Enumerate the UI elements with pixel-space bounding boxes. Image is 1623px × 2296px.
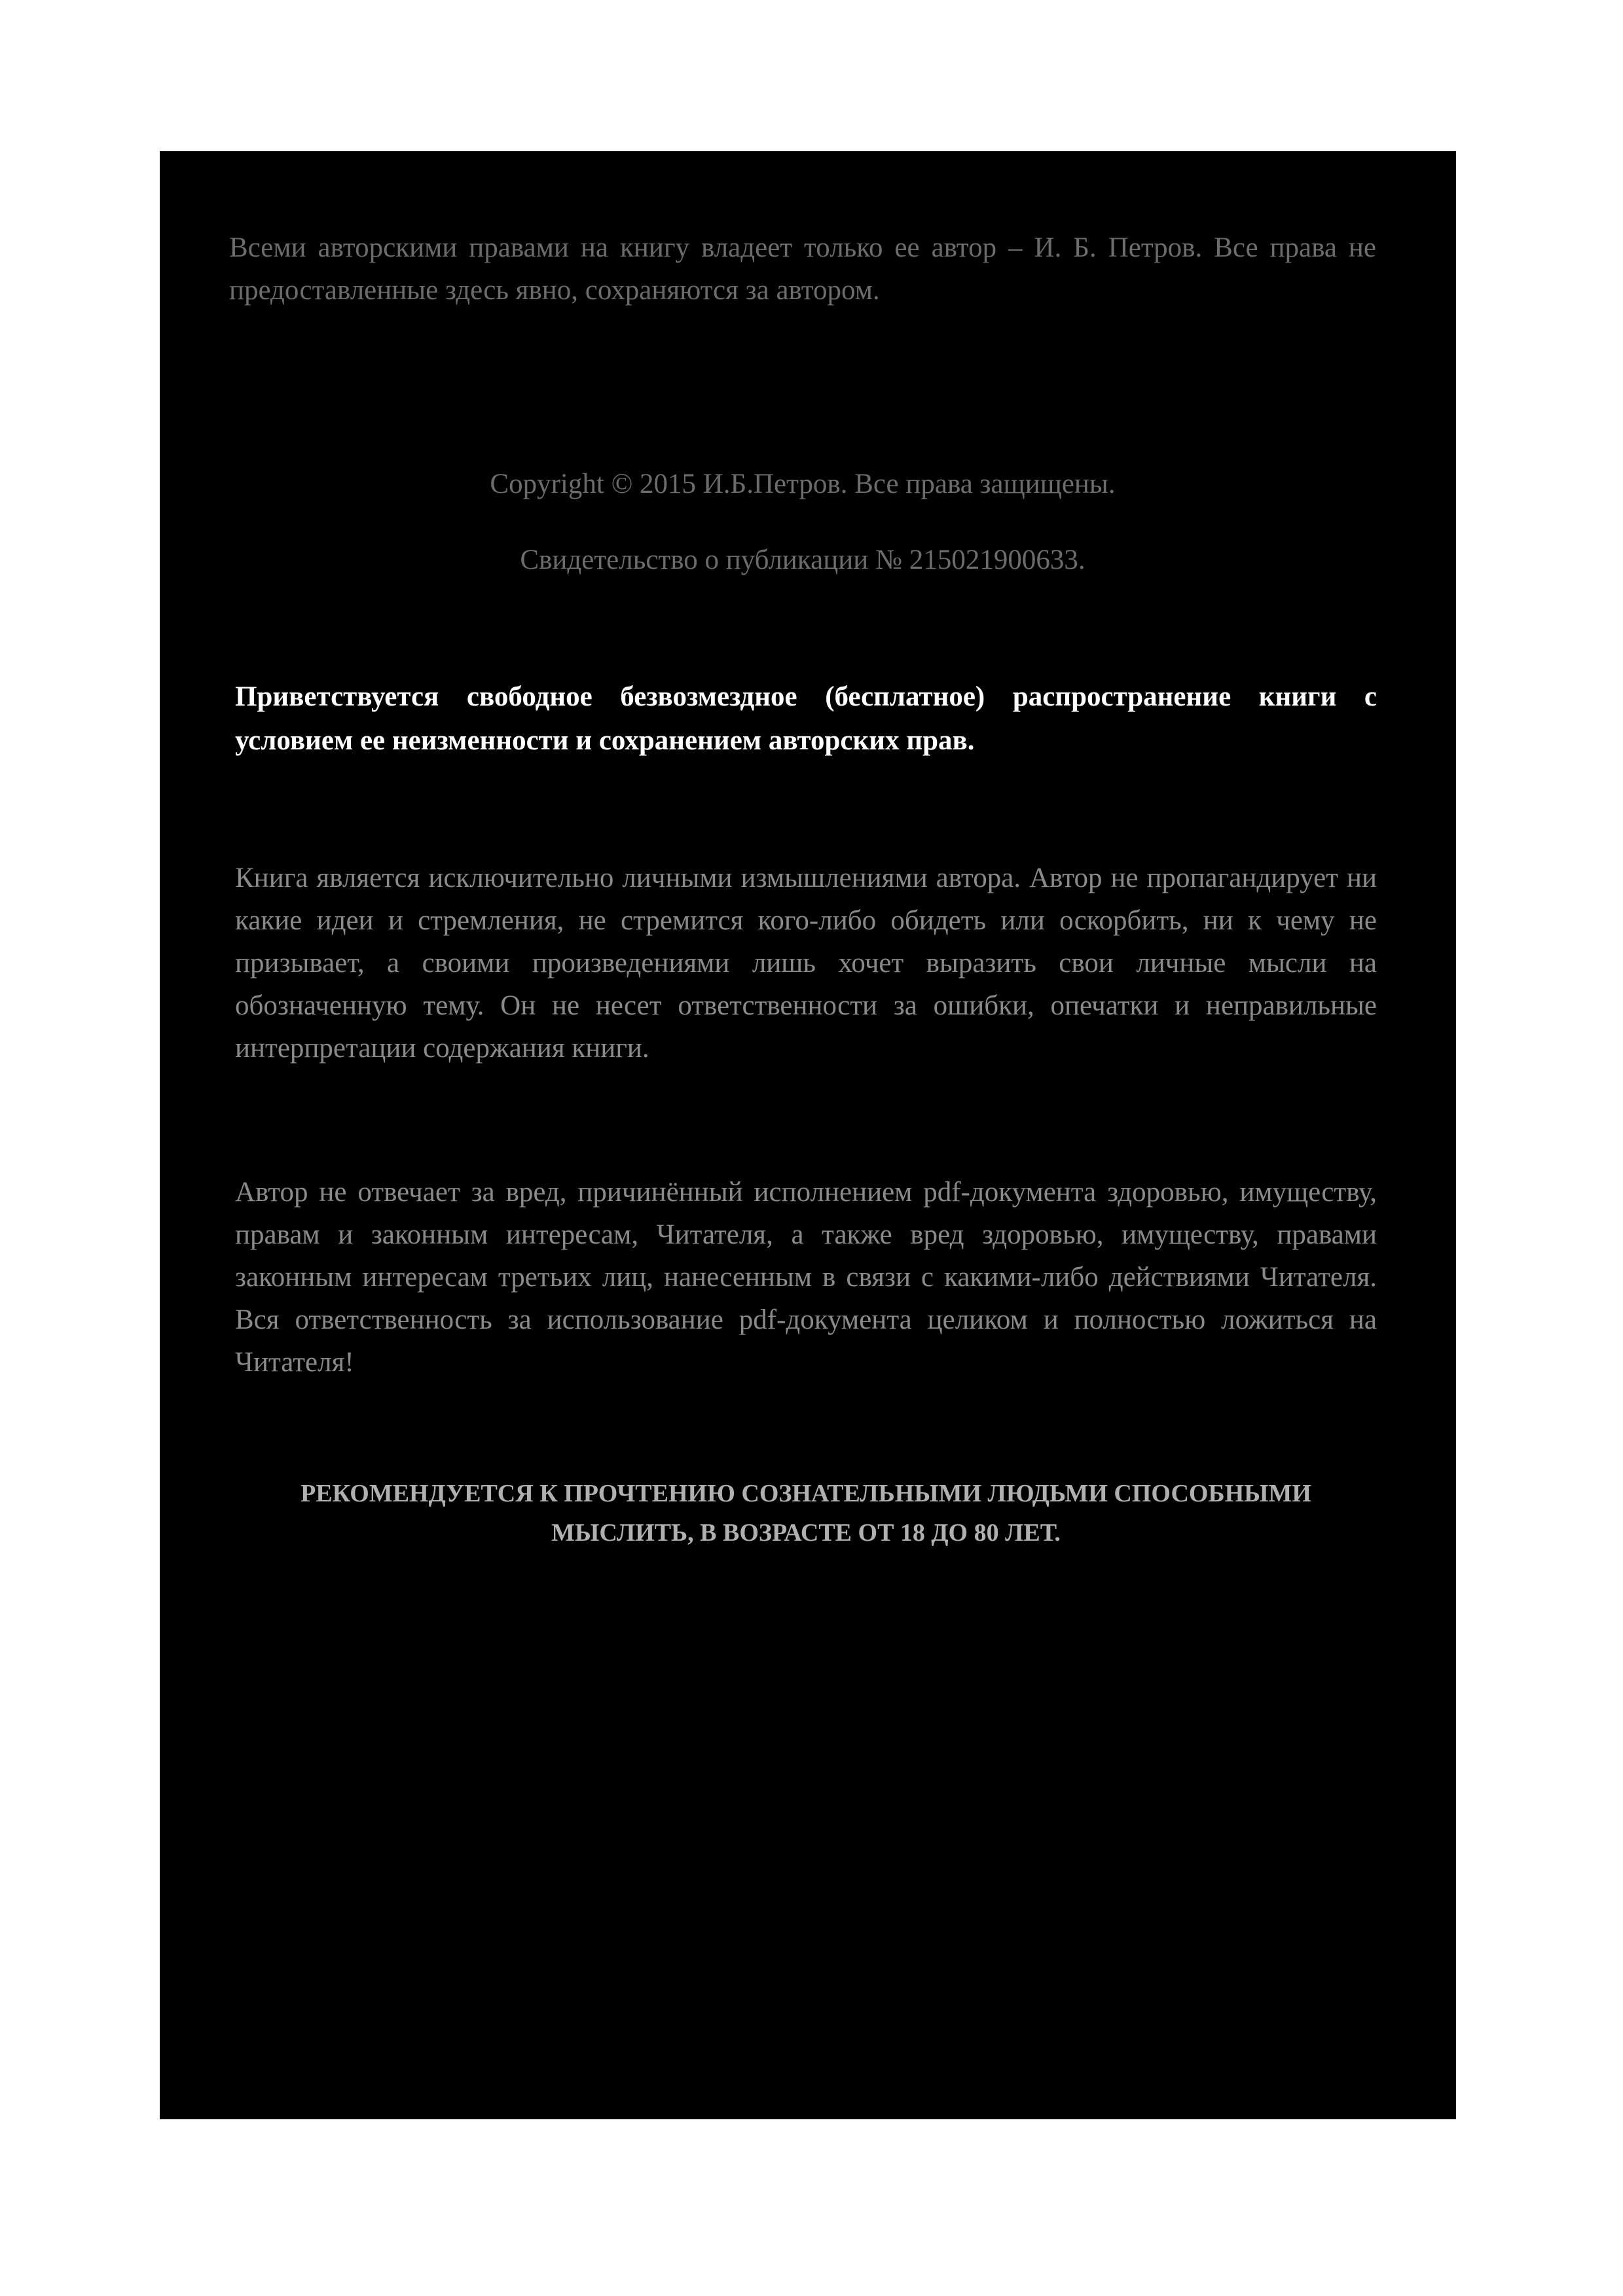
document-page <box>160 151 1456 2119</box>
publication-certificate: Свидетельство о публикации № 215021900633. <box>520 545 1085 575</box>
copyright-line: Copyright © 2015 И.Б.Петров. Все права защищены. <box>490 469 1116 499</box>
distribution-notice: Приветствуется свободное безвозмездное (бесплатное) распространение книги с условием ее неизменности и сохранением авторских прав. <box>235 681 1377 756</box>
age-recommendation: РЕКОМЕНДУЕТСЯ К ПРОЧТЕНИЮ СОЗНАТЕЛЬНЫМИ ЛЮДЬМИ СПОСОБНЫМИ МЫСЛИТЬ, В ВОЗРАСТЕ ОТ 18 ДО 80 ЛЕТ. <box>301 1480 1311 1547</box>
rights-paragraph: Всеми авторскими правами на книгу владеет только ее автор – И. Б. Петров. Все права не предоставленные здесь явно, сохраняются за автором. <box>229 232 1376 306</box>
liability-disclaimer: Автор не отвечает за вред, причинённый исполнением pdf-документа здоровью, имуществу, правам и законным интересам, Читателя, а также вред здоровью, имуществу, правами законным интересам третьих лиц, нанесенным в связи с какими-либо действиями Читателя. Вся ответственность за использование pdf-документа целиком и полностью ложиться на Читателя! <box>235 1177 1377 1378</box>
author-disclaimer: Книга является исключительно личными измышлениями автора. Автор не пропагандирует ни какие идеи и стремления, не стремится кого-либо обидеть или оскорбить, ни к чему не призывает, а своими произведениями лишь хочет выразить свои личные мысли на обозначенную тему. Он не несет ответственности за ошибки, опечатки и неправильные интерпретации содержания книги. <box>235 863 1377 1064</box>
